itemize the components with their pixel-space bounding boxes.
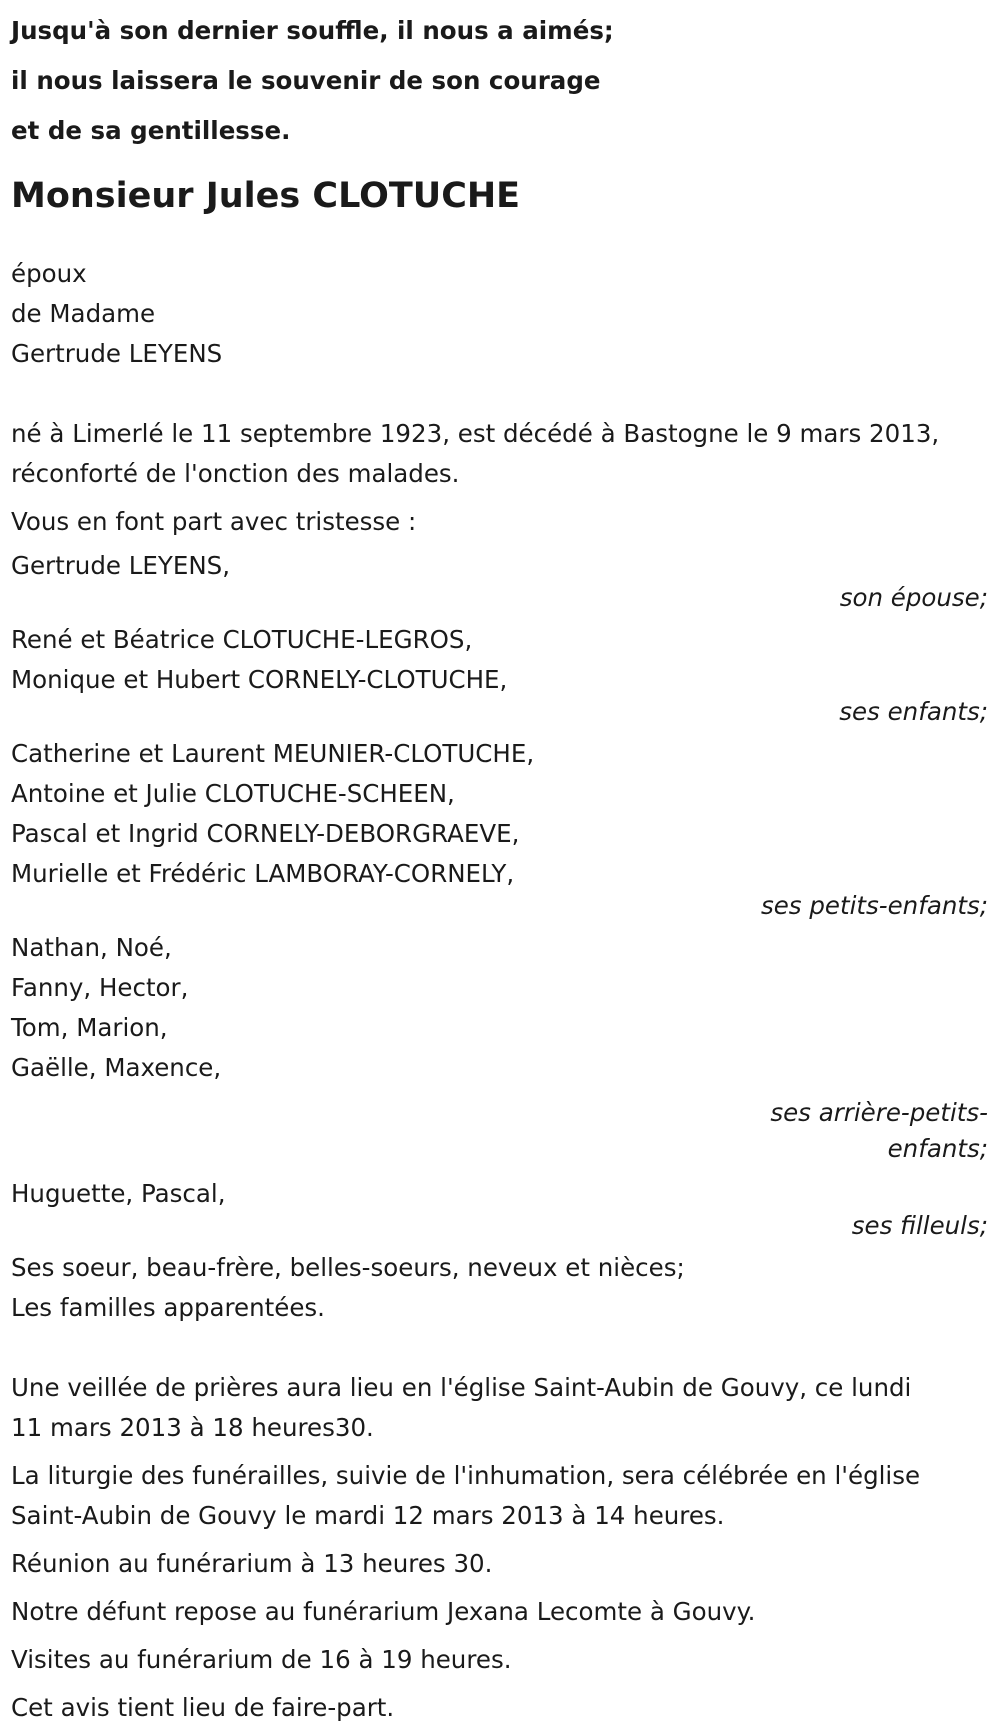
- relatives-block: [11, 1248, 988, 1328]
- family-name-line: Gaëlle, Maxence,: [11, 1053, 222, 1082]
- family-name-line: Pascal et Ingrid CORNELY-DEBORGRAEVE,: [11, 819, 520, 848]
- family-group-godchildren: [11, 1174, 988, 1244]
- family-name-line: Gertrude LEYENS,: [11, 551, 230, 580]
- rest-line: Notre défunt repose au funérarium Jexana Lecomte à Gouvy.: [11, 1597, 756, 1626]
- family-group-grandchildren: [11, 734, 988, 924]
- spouse-line: époux: [11, 259, 87, 288]
- intro-quote: [11, 6, 988, 156]
- family-role: son épouse;: [839, 583, 988, 612]
- liturgy-line: Saint-Aubin de Gouvy le mardi 12 mars 2013 à 14 heures.: [11, 1501, 725, 1530]
- family-name-line: Catherine et Laurent MEUNIER-CLOTUCHE,: [11, 739, 535, 768]
- family-group-great-grandchildren: [11, 928, 988, 1170]
- relatives-line: Les familles apparentées.: [11, 1293, 325, 1322]
- liturgy-block: [11, 1456, 988, 1536]
- family-name-line: Tom, Marion,: [11, 1013, 168, 1042]
- family-name-line: René et Béatrice CLOTUCHE-LEGROS,: [11, 625, 473, 654]
- spouse-line: de Madame: [11, 299, 156, 328]
- family-group-children: [11, 620, 988, 730]
- intro-line: et de sa gentillesse.: [11, 116, 291, 145]
- spouse-line: Gertrude LEYENS: [11, 339, 223, 368]
- family-role-continued: enfants;: [887, 1134, 988, 1163]
- family-name-line: Antoine et Julie CLOTUCHE-SCHEEN,: [11, 779, 455, 808]
- family-name-line: Fanny, Hector,: [11, 973, 189, 1002]
- closing-line: Cet avis tient lieu de faire-part.: [11, 1693, 395, 1722]
- visits-line: Visites au funérarium de 16 à 19 heures.: [11, 1645, 512, 1674]
- vigil-line: 11 mars 2013 à 18 heures30.: [11, 1413, 374, 1442]
- announce-line: Vous en font part avec tristesse :: [11, 507, 417, 536]
- family-role: ses enfants;: [839, 697, 988, 726]
- family-name-line: Nathan, Noé,: [11, 933, 172, 962]
- family-name-line: Murielle et Frédéric LAMBORAY-CORNELY,: [11, 859, 515, 888]
- liturgy-line: La liturgie des funérailles, suivie de l'inhumation, sera célébrée en l'église: [11, 1461, 921, 1490]
- spouse-block: [11, 254, 988, 374]
- family-role: ses filleuls;: [851, 1211, 988, 1240]
- family-name-line: Monique et Hubert CORNELY-CLOTUCHE,: [11, 665, 508, 694]
- relatives-line: Ses soeur, beau-frère, belles-soeurs, neveux et nièces;: [11, 1253, 685, 1282]
- family-group-spouse: [11, 546, 988, 616]
- deceased-name: Monsieur Jules CLOTUCHE: [11, 176, 521, 216]
- meeting-line: Réunion au funérarium à 13 heures 30.: [11, 1549, 493, 1578]
- birth-line: réconforté de l'onction des malades.: [11, 459, 460, 488]
- intro-line: il nous laissera le souvenir de son courage: [11, 66, 601, 95]
- birth-line: né à Limerlé le 11 septembre 1923, est décédé à Bastogne le 9 mars 2013,: [11, 419, 940, 448]
- family-role: ses arrière-petits-: [770, 1098, 988, 1127]
- vigil-block: [11, 1368, 988, 1448]
- family-role: ses petits-enfants;: [760, 891, 988, 920]
- birth-block: [11, 414, 988, 494]
- vigil-line: Une veillée de prières aura lieu en l'église Saint-Aubin de Gouvy, ce lundi: [11, 1373, 912, 1402]
- family-name-line: Huguette, Pascal,: [11, 1179, 226, 1208]
- intro-line: Jusqu'à son dernier souffle, il nous a aimés;: [11, 16, 614, 45]
